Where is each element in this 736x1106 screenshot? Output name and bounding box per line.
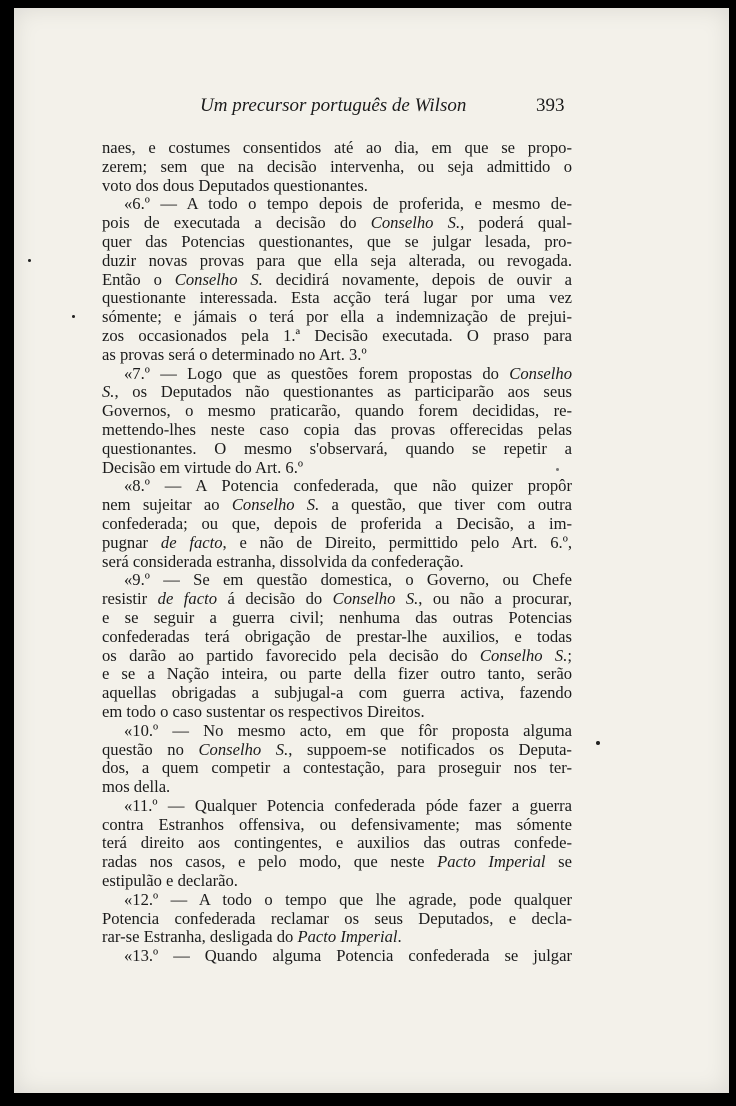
page-number: 393 [536,95,565,116]
text-line: «9.º — Se em questão domestica, o Governo, ou Chefe [124,570,572,590]
text-line: os darão ao partido favorecido pela decisão do Conselho S.; [102,645,572,665]
text-line: «10.º — No mesmo acto, em que fôr proposta alguma [124,720,572,740]
book-page [14,8,729,1093]
text-line: zos occasionados pela 1.ª Decisão executada. O praso para [102,325,572,345]
text-line: «6.º — A todo o tempo depois de proferida, e mesmo de- [124,194,572,214]
text-line: rar-se Estranha, desligada do Pacto Imperial. [102,927,402,947]
scan-speck [72,315,75,318]
text-line: mos della. [102,777,171,797]
text-line: e se a Nação inteira, ou parte della fizer outro tanto, serão [102,664,572,684]
text-line: as provas será o determinado no Art. 3.º [102,344,367,364]
running-title: Um precursor português de Wilson [200,95,467,116]
text-line: naes, e costumes consentidos até ao dia, em que se propo- [102,138,572,157]
text-line: dos, a quem competir a contestação, para proseguir nos ter- [102,758,572,778]
text-line: radas nos casos, e pelo modo, que neste Pacto Imperial se [102,852,572,872]
text-line: resistir de facto á decisão do Conselho S., ou não a procurar, [102,589,572,609]
text-line: zerem; sem que na decisão intervenha, ou seja admittido o [102,156,572,176]
text-line: quer das Potencias questionantes, que se julgar lesada, pro- [102,231,572,251]
text-line: e se seguir a guerra civil; nenhuma das outras Potencias [102,607,572,627]
text-line: «13.º — Quando alguma Potencia confederada se julgar [124,946,572,966]
text-line: será considerada estranha, dissolvida da confederação. [102,551,464,571]
text-line: duzir novas provas para que ella seja alterada, ou revogada. [102,250,572,270]
text-line: «7.º — Logo que as questões forem propostas do Conselho [124,363,572,383]
text-line: aquellas obrigadas a subjugal-a com guerra activa, fazendo [102,683,572,703]
text-line: «12.º — A todo o tempo que lhe agrade, pode qualquer [124,889,572,909]
page-header [14,95,729,119]
text-line: estipulão e declarão. [102,871,238,891]
scan-speck [556,468,559,471]
text-line: confederada; ou que, depois de proferida a Decisão, a im- [102,513,572,533]
text-line: «8.º — A Potencia confederada, que não quizer propôr [124,476,572,496]
text-line: questionantes. O mesmo s'observará, quando se repetir a [102,438,572,458]
text-line: nem sujeitar ao Conselho S. a questão, que tiver com outra [102,495,572,515]
text-line: terá direito aos contingentes, e auxilios das outras confede- [102,833,572,853]
text-line: confederadas terá obrigação de prestar-lhe auxilios, e todas [102,626,572,646]
text-line: pugnar de facto, e não de Direito, permittido pelo Art. 6.º, [102,532,572,552]
text-line: questionante interessada. Esta acção terá lugar por uma vez [102,288,572,308]
text-line: Potencia confederada reclamar os seus Deputados, e decla- [102,908,572,928]
scan-speck [28,259,31,262]
text-line: questão no Conselho S., suppoem-se notificados os Deputa- [102,739,572,759]
body-text [102,139,572,966]
text-line: voto dos dous Deputados questionantes. [102,175,368,195]
text-line: sómente; e jámais o terá por ella a indemnização de prejui- [102,307,572,327]
text-line: contra Estranhos offensiva, ou defensivamente; mas sómente [102,814,572,834]
text-line: Governos, o mesmo praticarão, quando forem decididas, re- [102,401,572,421]
text-line: em todo o caso sustentar os respectivos Direitos. [102,701,425,721]
text-line: pois de executada a decisão do Conselho S., poderá qual- [102,213,572,233]
text-line: Então o Conselho S. decidirá novamente, depois de ouvir a [102,269,572,289]
scan-speck [596,741,600,745]
text-line: «11.º — Qualquer Potencia confederada póde fazer a guerra [124,795,572,815]
text-line: S., os Deputados não questionantes as participarão aos seus [102,382,572,402]
text-line: mettendo-lhes neste caso copia das provas offerecidas pelas [102,419,572,439]
text-line: Decisão em virtude do Art. 6.º [102,457,303,477]
